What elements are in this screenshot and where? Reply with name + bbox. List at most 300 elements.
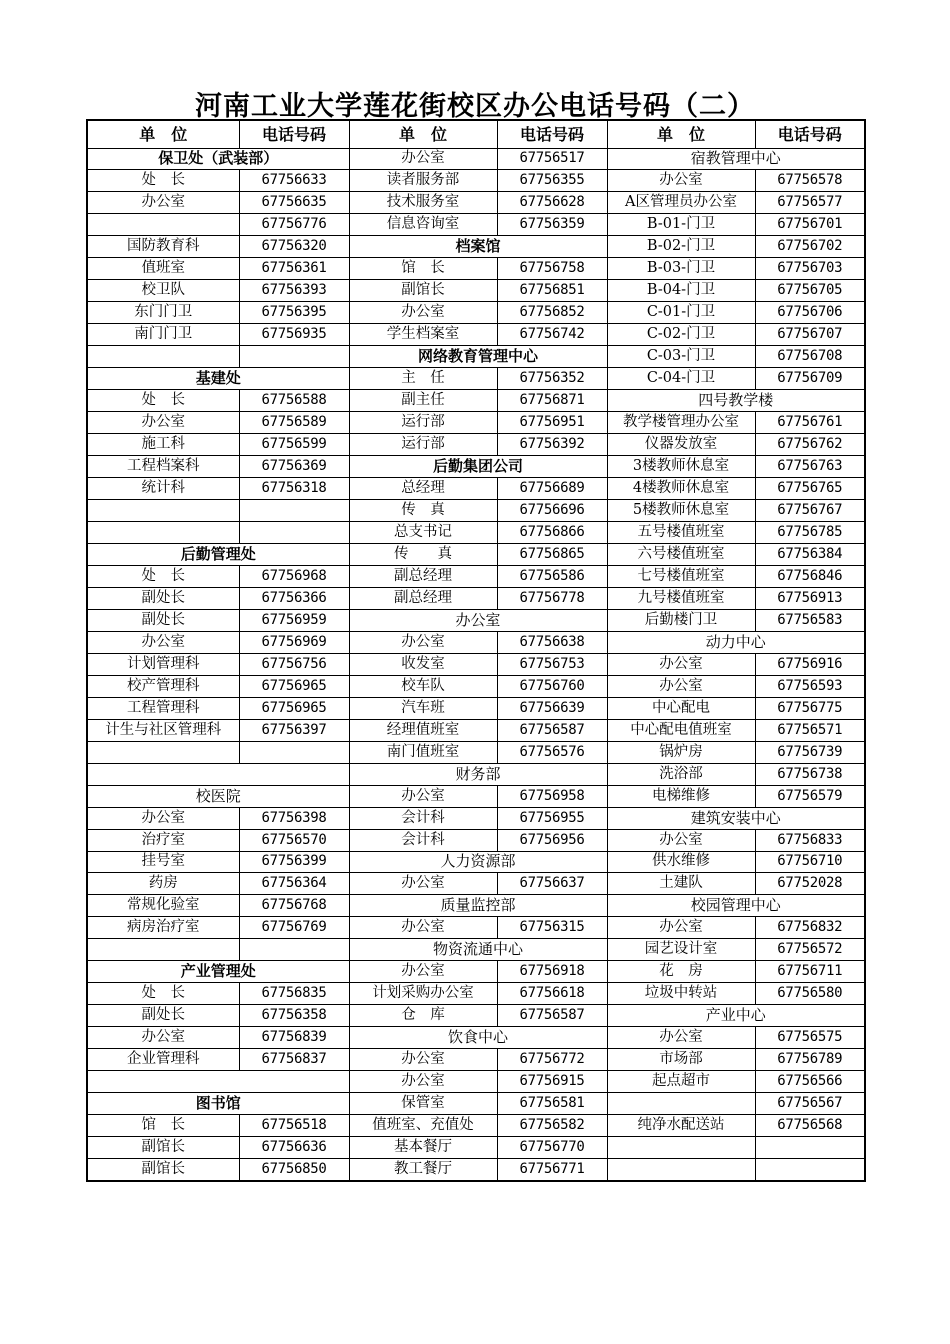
subsection-header: 人力资源部 (349, 851, 607, 873)
unit-name-cell: 花 房 (607, 961, 755, 983)
phone-number-cell: 67756628 (497, 192, 607, 214)
unit-name-cell: 办公室 (349, 961, 497, 983)
phone-number-cell: 67756392 (497, 434, 607, 456)
phone-number-cell: 67756593 (755, 675, 865, 697)
subsection-header: 校园管理中心 (607, 895, 865, 917)
unit-name-cell: 供水维修 (607, 851, 755, 873)
phone-number-cell: 67756320 (239, 236, 349, 258)
phone-number-cell: 67756705 (755, 280, 865, 302)
phone-directory-table (86, 119, 866, 1182)
table-row (87, 587, 865, 609)
unit-name-cell: 电梯维修 (607, 785, 755, 807)
section-header: 后勤集团公司 (349, 456, 607, 478)
phone-number-cell: 67756771 (497, 1159, 607, 1181)
subsection-header: 物资流通中心 (349, 939, 607, 961)
unit-name-cell: 值班室、充值处 (349, 1115, 497, 1137)
phone-number-cell: 67756710 (755, 851, 865, 873)
phone-number-cell: 67756582 (497, 1115, 607, 1137)
phone-number-cell: 67756578 (755, 170, 865, 192)
unit-name-cell: B-03-门卫 (607, 258, 755, 280)
phone-number-cell: 67756968 (239, 565, 349, 587)
unit-name-cell: 副总经理 (349, 587, 497, 609)
phone-number-cell: 67756915 (497, 1071, 607, 1093)
unit-name-cell: 挂号室 (87, 851, 239, 873)
phone-number-cell: 67756871 (497, 390, 607, 412)
subsection-header: 宿教管理中心 (607, 148, 865, 170)
unit-name-cell: 园艺设计室 (607, 939, 755, 961)
section-header: 网络教育管理中心 (349, 346, 607, 368)
unit-name-cell: 七号楼值班室 (607, 565, 755, 587)
unit-name-cell: 处 长 (87, 565, 239, 587)
table-row (87, 521, 865, 543)
unit-name-cell: 仪器发放室 (607, 434, 755, 456)
unit-name-cell: 主 任 (349, 368, 497, 390)
unit-name-cell: 学生档案室 (349, 324, 497, 346)
unit-name-cell: 办公室 (87, 631, 239, 653)
phone-number-cell: 67756763 (755, 456, 865, 478)
unit-name-cell (87, 763, 349, 785)
unit-name-cell: 副处长 (87, 1005, 239, 1027)
table-row (87, 983, 865, 1005)
phone-number-cell: 67756369 (239, 456, 349, 478)
unit-name-cell: 国防教育科 (87, 236, 239, 258)
phone-number-cell: 67756358 (239, 1005, 349, 1027)
unit-name-cell (87, 939, 239, 961)
unit-name-cell: 起点超市 (607, 1071, 755, 1093)
table-row (87, 1005, 865, 1027)
phone-number-cell: 67756701 (755, 214, 865, 236)
phone-number-cell: 67756588 (239, 390, 349, 412)
phone-number-cell: 67756760 (497, 675, 607, 697)
unit-name-cell: 信息咨询室 (349, 214, 497, 236)
table-row (87, 390, 865, 412)
phone-number-cell: 67756393 (239, 280, 349, 302)
phone-number-cell: 67756835 (239, 983, 349, 1005)
unit-name-cell: 收发室 (349, 653, 497, 675)
unit-name-cell (87, 1071, 349, 1093)
table-row (87, 653, 865, 675)
header-row (87, 120, 865, 148)
phone-number-cell: 67756918 (497, 961, 607, 983)
phone-number-cell: 67756965 (239, 675, 349, 697)
table-row (87, 851, 865, 873)
table-row (87, 280, 865, 302)
unit-name-cell: 洗浴部 (607, 763, 755, 785)
phone-number-cell: 67756696 (497, 500, 607, 522)
table-row (87, 478, 865, 500)
phone-number-cell: 67756709 (755, 368, 865, 390)
phone-number-cell (239, 741, 349, 763)
unit-name-cell: 办公室 (349, 1049, 497, 1071)
phone-number-cell: 67756762 (755, 434, 865, 456)
unit-name-cell (87, 741, 239, 763)
phone-number-cell: 67756702 (755, 236, 865, 258)
table-row (87, 807, 865, 829)
phone-number-cell: 67756832 (755, 917, 865, 939)
unit-name-cell: 办公室 (607, 170, 755, 192)
unit-name-cell (87, 214, 239, 236)
unit-name-cell: 总支书记 (349, 521, 497, 543)
unit-name-cell: B-04-门卫 (607, 280, 755, 302)
subsection-header: 动力中心 (607, 631, 865, 653)
unit-name-cell: 处 长 (87, 983, 239, 1005)
phone-number-cell: 67756707 (755, 324, 865, 346)
table-row (87, 675, 865, 697)
phone-number-cell: 67756775 (755, 697, 865, 719)
table-row (87, 609, 865, 631)
unit-name-cell: 企业管理科 (87, 1049, 239, 1071)
table-row (87, 412, 865, 434)
phone-number-cell: 67756599 (239, 434, 349, 456)
unit-name-cell: 统计科 (87, 478, 239, 500)
table-row (87, 368, 865, 390)
unit-name-cell: 工程管理科 (87, 697, 239, 719)
unit-name-cell: 副总经理 (349, 565, 497, 587)
table-row (87, 785, 865, 807)
unit-name-cell: 保管室 (349, 1093, 497, 1115)
unit-name-cell: 南门门卫 (87, 324, 239, 346)
section-header: 基建处 (87, 368, 349, 390)
phone-number-cell: 67756776 (239, 214, 349, 236)
table-row (87, 258, 865, 280)
phone-number-cell: 67756587 (497, 1005, 607, 1027)
phone-number-cell: 67756366 (239, 587, 349, 609)
unit-name-cell (607, 1159, 755, 1181)
phone-number-cell: 67756916 (755, 653, 865, 675)
phone-number-cell: 67756572 (755, 939, 865, 961)
unit-name-cell: 汽车班 (349, 697, 497, 719)
table-row (87, 895, 865, 917)
unit-name-cell: 办公室 (349, 302, 497, 324)
unit-name-cell: 锅炉房 (607, 741, 755, 763)
phone-number-cell: 67756397 (239, 719, 349, 741)
unit-name-cell (87, 346, 239, 368)
unit-name-cell: 副馆长 (87, 1137, 239, 1159)
unit-name-cell: C-01-门卫 (607, 302, 755, 324)
phone-number-cell: 67756955 (497, 807, 607, 829)
section-header: 保卫处（武装部） (87, 148, 349, 170)
phone-number-cell: 67756833 (755, 829, 865, 851)
unit-name-cell: 传 真 (349, 543, 497, 565)
unit-name-cell: 五号楼值班室 (607, 521, 755, 543)
unit-name-cell: 副馆长 (349, 280, 497, 302)
table-row (87, 192, 865, 214)
phone-number-cell: 67756579 (755, 785, 865, 807)
unit-name-cell: 校车队 (349, 675, 497, 697)
phone-number-cell: 67756359 (497, 214, 607, 236)
phone-number-cell: 67756384 (755, 543, 865, 565)
phone-number-cell: 67756315 (497, 917, 607, 939)
phone-number-cell (239, 500, 349, 522)
phone-number-cell: 67756566 (755, 1071, 865, 1093)
phone-number-cell: 67756633 (239, 170, 349, 192)
phone-number-cell: 67756959 (239, 609, 349, 631)
unit-name-cell: 副馆长 (87, 1159, 239, 1181)
unit-name-cell: 办公室 (607, 917, 755, 939)
unit-name-cell: 总经理 (349, 478, 497, 500)
phone-number-cell: 67756846 (755, 565, 865, 587)
phone-number-cell: 67756913 (755, 587, 865, 609)
unit-name-cell: 工程档案科 (87, 456, 239, 478)
subsection-header: 办公室 (349, 609, 607, 631)
phone-number-cell: 67756738 (755, 763, 865, 785)
table-row (87, 939, 865, 961)
phone-number-cell: 67756778 (497, 587, 607, 609)
table-row (87, 1093, 865, 1115)
phone-number-cell: 67756570 (239, 829, 349, 851)
phone-number-cell: 67756935 (239, 324, 349, 346)
subsection-header: 财务部 (349, 763, 607, 785)
phone-number-cell: 67756567 (755, 1093, 865, 1115)
unit-name-cell: 仓 库 (349, 1005, 497, 1027)
phone-number-cell: 67756761 (755, 412, 865, 434)
table-row (87, 1137, 865, 1159)
phone-number-cell: 67756352 (497, 368, 607, 390)
phone-number-cell: 67756769 (239, 917, 349, 939)
unit-name-cell: 经理值班室 (349, 719, 497, 741)
phone-number-cell: 67756517 (497, 148, 607, 170)
unit-name-cell: 市场部 (607, 1049, 755, 1071)
phone-number-cell: 67756852 (497, 302, 607, 324)
phone-number-cell: 67756399 (239, 851, 349, 873)
subsection-header: 产业中心 (607, 1005, 865, 1027)
unit-name-cell: 技术服务室 (349, 192, 497, 214)
phone-number-cell (239, 346, 349, 368)
table-row (87, 214, 865, 236)
phone-number-cell: 67752028 (755, 873, 865, 895)
phone-number-cell: 67756758 (497, 258, 607, 280)
table-row (87, 1071, 865, 1093)
phone-number-cell: 67756767 (755, 500, 865, 522)
phone-number-cell: 67756866 (497, 521, 607, 543)
header-unit: 单 位 (87, 120, 239, 148)
phone-number-cell (239, 521, 349, 543)
table-row (87, 961, 865, 983)
phone-number-cell: 67756703 (755, 258, 865, 280)
unit-name-cell: 副处长 (87, 587, 239, 609)
table-row (87, 829, 865, 851)
phone-number-cell: 67756865 (497, 543, 607, 565)
phone-number-cell: 67756583 (755, 609, 865, 631)
section-header: 后勤管理处 (87, 543, 349, 565)
unit-name-cell: 垃圾中转站 (607, 983, 755, 1005)
unit-name-cell: 教学楼管理办公室 (607, 412, 755, 434)
section-header: 图书馆 (87, 1093, 349, 1115)
unit-name-cell: 教工餐厅 (349, 1159, 497, 1181)
unit-name-cell: 办公室 (607, 653, 755, 675)
unit-name-cell: 办公室 (349, 631, 497, 653)
unit-name-cell: 药房 (87, 873, 239, 895)
unit-name-cell: 运行部 (349, 412, 497, 434)
unit-name-cell: 纯净水配送站 (607, 1115, 755, 1137)
phone-number-cell: 67756839 (239, 1027, 349, 1049)
unit-name-cell: 办公室 (607, 829, 755, 851)
unit-name-cell: 计生与社区管理科 (87, 719, 239, 741)
phone-number-cell: 67756318 (239, 478, 349, 500)
unit-name-cell: B-02-门卫 (607, 236, 755, 258)
phone-number-cell: 67756576 (497, 741, 607, 763)
phone-number-cell: 67756789 (755, 1049, 865, 1071)
table-row (87, 456, 865, 478)
unit-name-cell: 办公室 (349, 148, 497, 170)
unit-name-cell: 常规化验室 (87, 895, 239, 917)
unit-name-cell: 六号楼值班室 (607, 543, 755, 565)
header-unit: 单 位 (607, 120, 755, 148)
phone-number-cell: 67756765 (755, 478, 865, 500)
phone-number-cell: 67756589 (239, 412, 349, 434)
unit-name-cell: 值班室 (87, 258, 239, 280)
unit-name-cell: 办公室 (87, 807, 239, 829)
phone-number-cell: 67756969 (239, 631, 349, 653)
phone-number-cell (239, 939, 349, 961)
phone-number-cell: 67756958 (497, 785, 607, 807)
table-row (87, 236, 865, 258)
unit-name-cell: 南门值班室 (349, 741, 497, 763)
unit-name-cell: 办公室 (349, 917, 497, 939)
table-row (87, 873, 865, 895)
unit-name-cell: 办公室 (607, 675, 755, 697)
unit-name-cell: 处 长 (87, 170, 239, 192)
table-row (87, 543, 865, 565)
phone-number-cell: 67756636 (239, 1137, 349, 1159)
table-row (87, 741, 865, 763)
unit-name-cell: 办公室 (349, 785, 497, 807)
unit-name-cell: 中心配电 (607, 697, 755, 719)
unit-name-cell: 4楼教师休息室 (607, 478, 755, 500)
page-title: 河南工业大学莲花街校区办公电话号码（二） (195, 91, 755, 122)
unit-name-cell: 基本餐厅 (349, 1137, 497, 1159)
phone-directory-body (87, 120, 865, 1181)
phone-number-cell: 67756708 (755, 346, 865, 368)
phone-number-cell: 67756618 (497, 983, 607, 1005)
section-header: 产业管理处 (87, 961, 349, 983)
unit-name-cell: 读者服务部 (349, 170, 497, 192)
phone-number-cell: 67756638 (497, 631, 607, 653)
unit-name-cell: 施工科 (87, 434, 239, 456)
phone-number-cell: 67756580 (755, 983, 865, 1005)
phone-number-cell: 67756637 (497, 873, 607, 895)
table-row (87, 763, 865, 785)
phone-number-cell: 67756965 (239, 697, 349, 719)
unit-name-cell (87, 500, 239, 522)
table-row (87, 565, 865, 587)
unit-name-cell: 校产管理科 (87, 675, 239, 697)
phone-number-cell: 67756785 (755, 521, 865, 543)
table-row (87, 1049, 865, 1071)
unit-name-cell: 运行部 (349, 434, 497, 456)
subsection-header: 四号教学楼 (607, 390, 865, 412)
unit-name-cell: 会计科 (349, 829, 497, 851)
phone-number-cell: 67756571 (755, 719, 865, 741)
unit-name-cell: A区管理员办公室 (607, 192, 755, 214)
phone-number-cell: 67756711 (755, 961, 865, 983)
subsection-header: 校医院 (87, 785, 349, 807)
phone-number-cell: 67756689 (497, 478, 607, 500)
unit-name-cell: 校卫队 (87, 280, 239, 302)
unit-name-cell: 办公室 (87, 1027, 239, 1049)
table-row (87, 346, 865, 368)
unit-name-cell (87, 521, 239, 543)
unit-name-cell: C-03-门卫 (607, 346, 755, 368)
table-row (87, 148, 865, 170)
unit-name-cell: 中心配电值班室 (607, 719, 755, 741)
phone-number-cell: 67756364 (239, 873, 349, 895)
phone-number-cell: 67756850 (239, 1159, 349, 1181)
unit-name-cell: 计划采购办公室 (349, 983, 497, 1005)
phone-number-cell: 67756395 (239, 302, 349, 324)
subsection-header: 饮食中心 (349, 1027, 607, 1049)
unit-name-cell (607, 1093, 755, 1115)
unit-name-cell: 副主任 (349, 390, 497, 412)
unit-name-cell: 会计科 (349, 807, 497, 829)
phone-number-cell: 67756581 (497, 1093, 607, 1115)
phone-number-cell: 67756742 (497, 324, 607, 346)
table-row (87, 302, 865, 324)
unit-name-cell: 5楼教师休息室 (607, 500, 755, 522)
unit-name-cell: 办公室 (349, 873, 497, 895)
phone-number-cell: 67756635 (239, 192, 349, 214)
unit-name-cell: C-04-门卫 (607, 368, 755, 390)
table-row (87, 631, 865, 653)
table-row (87, 170, 865, 192)
subsection-header: 建筑安装中心 (607, 807, 865, 829)
phone-number-cell: 67756956 (497, 829, 607, 851)
unit-name-cell: 馆 长 (87, 1115, 239, 1137)
unit-name-cell: 副处长 (87, 609, 239, 631)
phone-number-cell: 67756768 (239, 895, 349, 917)
unit-name-cell: 后勤楼门卫 (607, 609, 755, 631)
unit-name-cell: 办公室 (87, 192, 239, 214)
table-row (87, 917, 865, 939)
phone-number-cell: 67756739 (755, 741, 865, 763)
unit-name-cell: 3楼教师休息室 (607, 456, 755, 478)
phone-number-cell: 67756753 (497, 653, 607, 675)
phone-number-cell: 67756837 (239, 1049, 349, 1071)
table-row (87, 697, 865, 719)
unit-name-cell: 办公室 (87, 412, 239, 434)
table-row (87, 1115, 865, 1137)
unit-name-cell: 治疗室 (87, 829, 239, 851)
phone-number-cell: 67756586 (497, 565, 607, 587)
header-unit: 单 位 (349, 120, 497, 148)
subsection-header: 质量监控部 (349, 895, 607, 917)
phone-number-cell (755, 1137, 865, 1159)
table-row (87, 434, 865, 456)
unit-name-cell: 处 长 (87, 390, 239, 412)
phone-number-cell: 67756361 (239, 258, 349, 280)
table-row (87, 719, 865, 741)
phone-number-cell: 67756587 (497, 719, 607, 741)
phone-number-cell: 67756398 (239, 807, 349, 829)
phone-number-cell: 67756706 (755, 302, 865, 324)
phone-number-cell: 67756639 (497, 697, 607, 719)
phone-number-cell: 67756355 (497, 170, 607, 192)
phone-number-cell: 67756575 (755, 1027, 865, 1049)
table-row (87, 500, 865, 522)
phone-number-cell: 67756951 (497, 412, 607, 434)
header-phone: 电话号码 (755, 120, 865, 148)
phone-number-cell: 67756577 (755, 192, 865, 214)
unit-name-cell: 九号楼值班室 (607, 587, 755, 609)
unit-name-cell (607, 1137, 755, 1159)
phone-number-cell: 67756756 (239, 653, 349, 675)
phone-number-cell (755, 1159, 865, 1181)
phone-number-cell: 67756770 (497, 1137, 607, 1159)
section-header: 档案馆 (349, 236, 607, 258)
unit-name-cell: 传 真 (349, 500, 497, 522)
unit-name-cell: 病房治疗室 (87, 917, 239, 939)
header-phone: 电话号码 (497, 120, 607, 148)
